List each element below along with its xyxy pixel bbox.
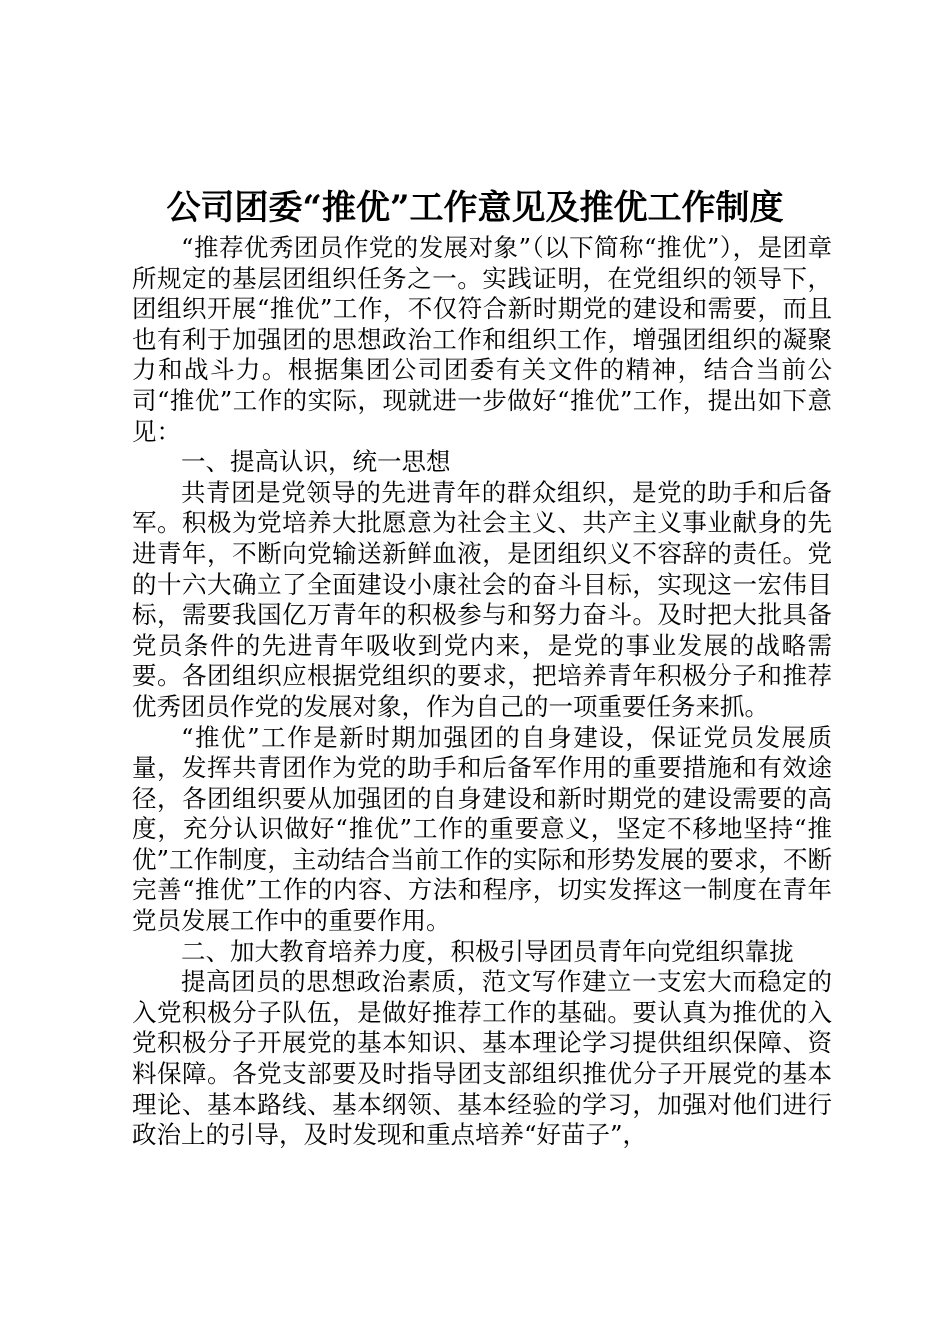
paragraph: 提高团员的思想政治素质，范文写作建立一支宏大而稳定的入党积极分子队伍，是做好推荐工作的基础。要认真为推优的入党积极分子开展党的基本知识、基本理论学习提供组织保障、资料保障。各党支部要及时指导团支部组织推优分子开展党的基本理论、基本路线、基本纲领、基本经验的学习，加强对他们进行政治上的引导，及时发现和重点培养“好苗子”， <box>132 967 832 1150</box>
paragraph: “推优”工作是新时期加强团的自身建设，保证党员发展质量，发挥共青团作为党的助手和后备军作用的重要措施和有效途径，各团组织要从加强团的自身建设和新时期党的建设需要的高度，充分认识做好“推优”工作的重要意义，坚定不移地坚持“推优”工作制度，主动结合当前工作的实际和形势发展的要求，不断完善“推优”工作的内容、方法和程序，切实发挥这一制度在青年党员发展工作中的重要作用。 <box>132 722 832 936</box>
document-body <box>132 233 832 1151</box>
section-heading-2: 二、加大教育培养力度，积极引导团员青年向党组织靠拢 <box>181 936 794 966</box>
paragraph: 共青团是党领导的先进青年的群众组织，是党的助手和后备军。积极为党培养大批愿意为社会主义、共产主义事业献身的先进青年，不断向党输送新鲜血液，是团组织义不容辞的责任。党的十六大确立了全面建设小康社会的奋斗目标，实现这一宏伟目标，需要我国亿万青年的积极参与和努力奋斗。及时把大批具备党员条件的先进青年吸收到党内来，是党的事业发展的战略需要。各团组织应根据党组织的要求，把培养青年积极分子和推荐优秀团员作党的发展对象，作为自己的一项重要任务来抓。 <box>132 477 832 721</box>
document-title: 公司团委“推优”工作意见及推优工作制度 <box>166 188 784 228</box>
section-heading-1: 一、提高认识，统一思想 <box>181 447 451 477</box>
paragraph-intro: “推荐优秀团员作党的发展对象”（以下简称“推优”），是团章所规定的基层团组织任务之一。实践证明，在党组织的领导下，团组织开展“推优”工作，不仅符合新时期党的建设和需要，而且也有利于加强团的思想政治工作和组织工作，增强团组织的凝聚力和战斗力。根据集团公司团委有关文件的精神，结合当前公司“推优”工作的实际，现就进一步做好“推优”工作，提出如下意见： <box>132 233 832 446</box>
